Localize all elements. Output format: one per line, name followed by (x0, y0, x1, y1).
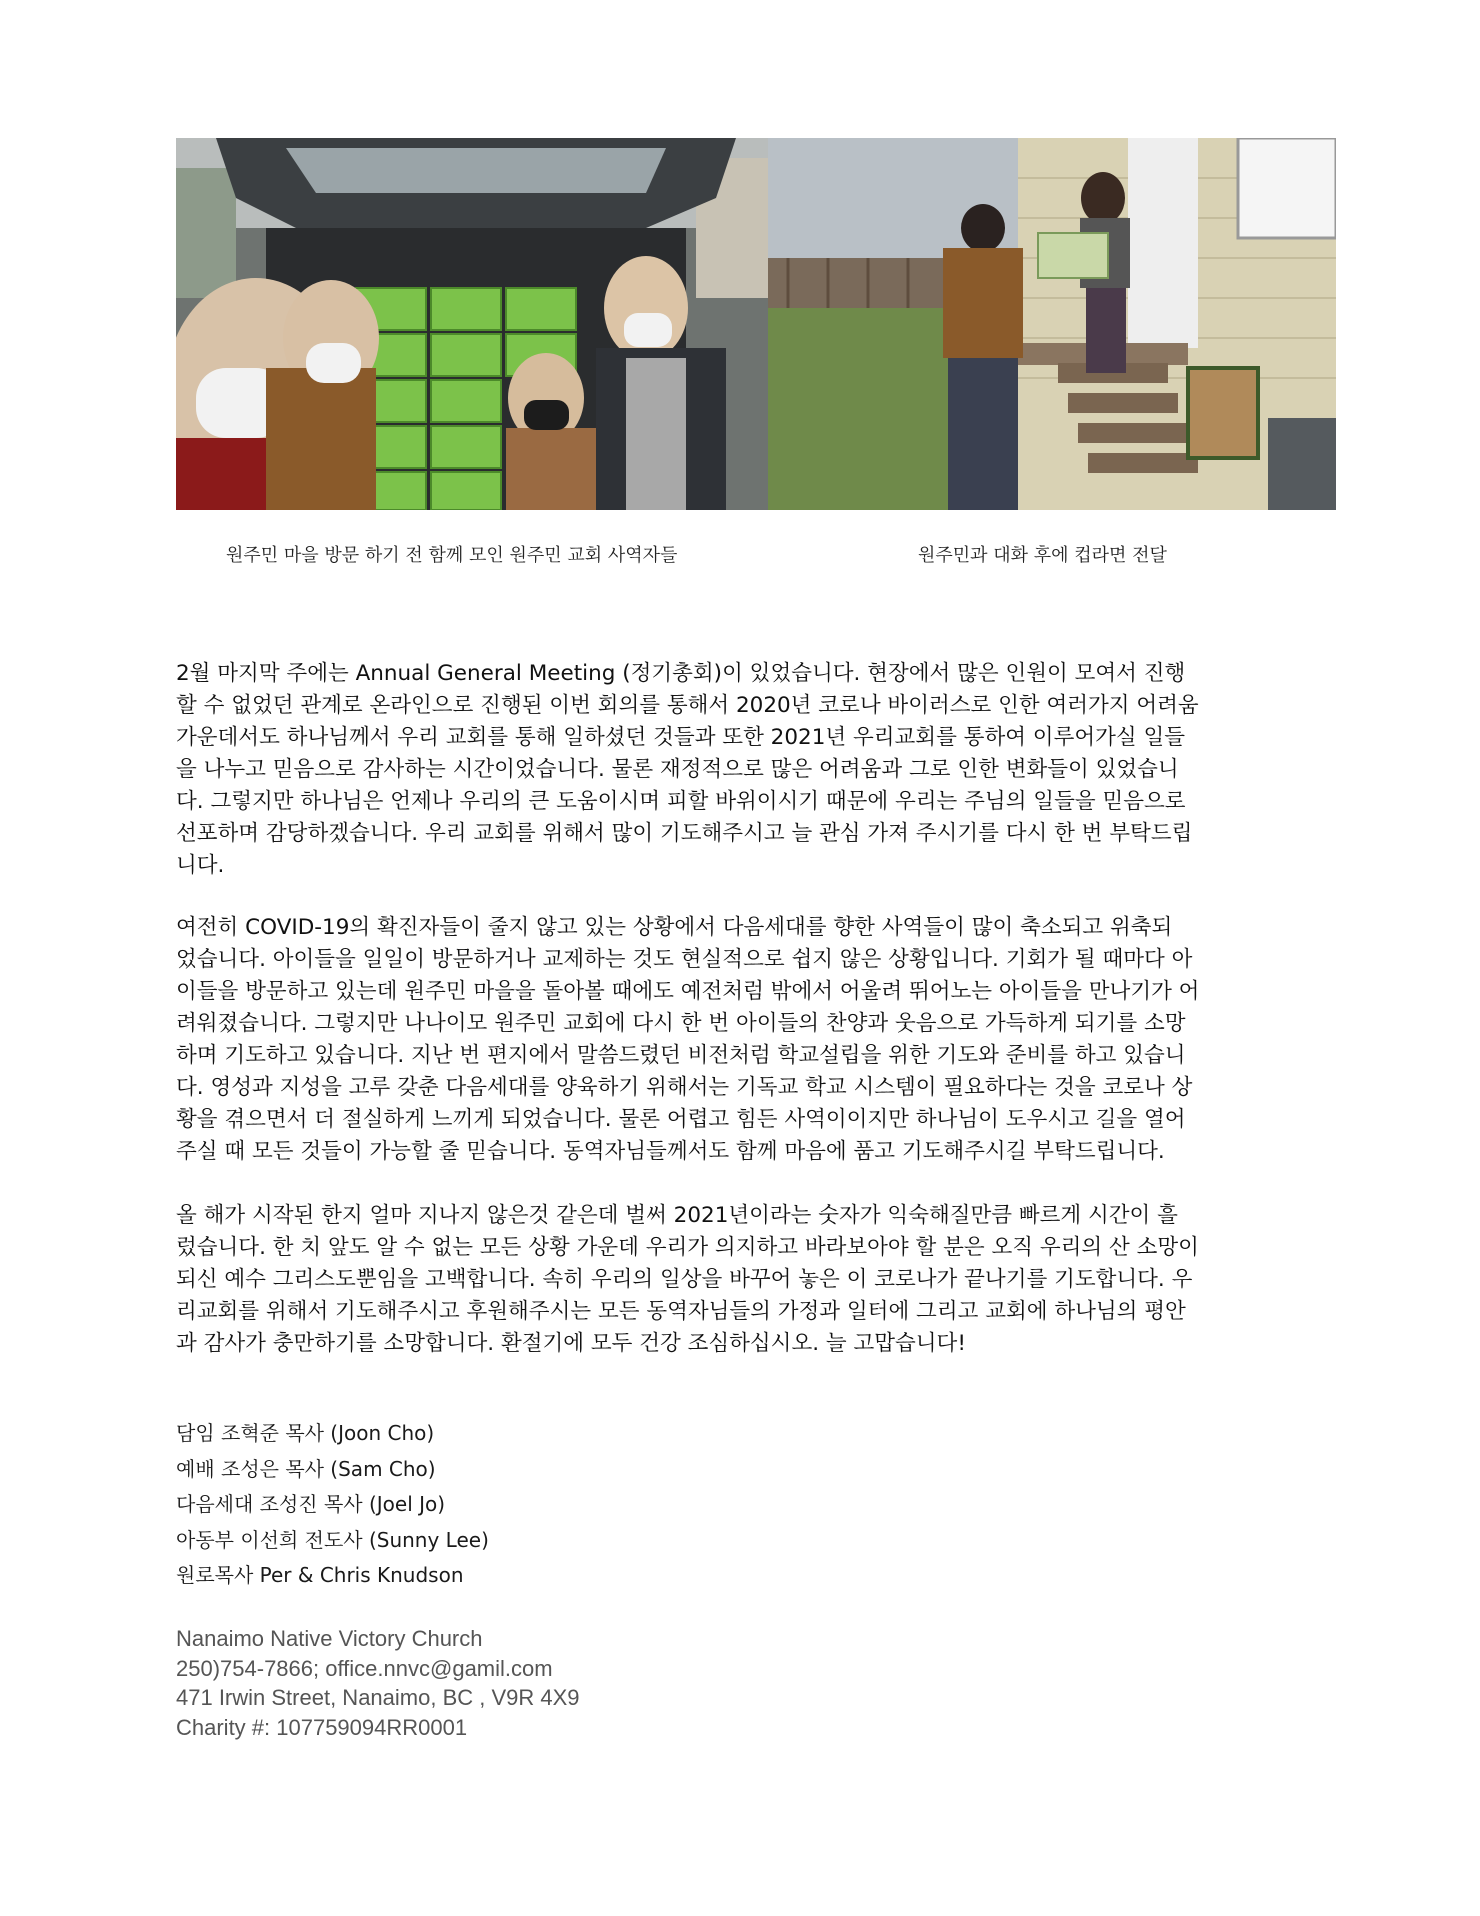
paragraph-line: 다. 영성과 지성을 고루 갖춘 다음세대를 양육하기 위해서는 기독교 학교 시스템이 필요하다는 것을 코로나 상 (176, 1075, 1193, 1100)
church-phone-email: 250)754-7866; office.nnvc@gamil.com (176, 1655, 553, 1681)
paragraph-line: 이들을 방문하고 있는데 원주민 마을을 돌아볼 때에도 예전처럼 밖에서 어울려 뛰어노는 아이들을 만나기가 어 (176, 979, 1200, 1004)
signature-senior-pastor: 담임 조혁준 목사 (Joon Cho) (176, 1421, 435, 1445)
paragraph-annual-meeting (176, 658, 1338, 882)
church-contact-block (176, 1624, 580, 1742)
church-name: Nanaimo Native Victory Church (176, 1626, 483, 1651)
paragraph-line: 과 감사가 충만하기를 소망합니다. 환절기에 모두 건강 조심하십시오. 늘 고맙습니다! (176, 1331, 966, 1356)
signature-list (176, 1416, 489, 1594)
paragraph-line: 되신 예수 그리스도뿐임을 고백합니다. 속히 우리의 일상을 바꾸어 놓은 이 코로나가 끝나기를 기도합니다. 우 (176, 1267, 1193, 1292)
photo-caption-left: 원주민 마을 방문 하기 전 함께 모인 원주민 교회 사역자들 (226, 545, 678, 566)
paragraph-line: 할 수 없었던 관계로 온라인으로 진행된 이번 회의를 통해서 2020년 코로나 바이러스로 인한 여러가지 어려움 (176, 693, 1199, 718)
paragraph-line: 하며 기도하고 있습니다. 지난 번 편지에서 말씀드렸던 비전처럼 학교설립을 위한 기도와 준비를 하고 있습니 (176, 1043, 1186, 1068)
paragraph-line: 2월 마지막 주에는 Annual General Meeting (정기총회)이 있었습니다. 현장에서 많은 인원이 모여서 진행 (176, 661, 1186, 686)
paragraph-line: 었습니다. 아이들을 일일이 방문하거나 교제하는 것도 현실적으로 쉽지 않은 상황입니다. 기회가 될 때마다 아 (176, 947, 1193, 972)
paragraph-line: 려워졌습니다. 그렇지만 나나이모 원주민 교회에 다시 한 번 아이들의 찬양과 웃음으로 가득하게 되기를 소망 (176, 1011, 1186, 1036)
paragraph-next-generation (176, 912, 1338, 1168)
church-address: 471 Irwin Street, Nanaimo, BC , V9R 4X9 (176, 1685, 580, 1710)
signature-next-generation-pastor: 다음세대 조성진 목사 (Joel Jo) (176, 1492, 446, 1516)
photo-ministry-workers (176, 138, 768, 510)
signature-emeritus-pastors: 원로목사 Per & Chris Knudson (176, 1563, 464, 1587)
photo-cup-noodle-delivery (768, 138, 1336, 510)
paragraph-line: 주실 때 모든 것들이 가능할 줄 믿습니다. 동역자님들께서도 함께 마음에 품고 기도해주시길 부탁드립니다. (176, 1139, 1165, 1164)
church-charity-number: Charity #: 107759094RR0001 (176, 1714, 468, 1740)
paragraph-line: 올 해가 시작된 한지 얼마 지나지 않은것 같은데 벌써 2021년이라는 숫자가 익숙해질만큼 빠르게 시간이 흘 (176, 1203, 1178, 1228)
photo-ministry-workers-image (176, 138, 768, 510)
paragraph-line: 니다. (176, 853, 225, 878)
paragraph-line: 리교회를 위해서 기도해주시고 후원해주시는 모든 동역자님들의 가정과 일터에 그리고 교회에 하나님의 평안 (176, 1299, 1186, 1324)
paragraph-line: 가운데서도 하나님께서 우리 교회를 통해 일하셨던 것들과 또한 2021년 우리교회를 통하여 이루어가실 일들 (176, 725, 1186, 750)
photo-cup-noodle-delivery-image (768, 138, 1336, 510)
paragraph-line: 여전히 COVID-19의 확진자들이 줄지 않고 있는 상황에서 다음세대를 향한 사역들이 많이 축소되고 위축되 (176, 915, 1173, 940)
paragraph-closing (176, 1200, 1338, 1360)
paragraph-line: 황을 겪으면서 더 절실하게 느끼게 되었습니다. 물론 어렵고 힘든 사역이이지만 하나님이 도우시고 길을 열어 (176, 1107, 1186, 1132)
paragraph-line: 다. 그렇지만 하나님은 언제나 우리의 큰 도움이시며 피할 바위이시기 때문에 우리는 주님의 일들을 믿음으로 (176, 789, 1186, 814)
signature-children-evangelist: 아동부 이선희 전도사 (Sunny Lee) (176, 1527, 489, 1552)
paragraph-line: 을 나누고 믿음으로 감사하는 시간이었습니다. 물론 재정적으로 많은 어려움과 그로 인한 변화들이 있었습니 (176, 757, 1179, 782)
photo-caption-right: 원주민과 대화 후에 컵라면 전달 (918, 545, 1167, 566)
paragraph-line: 선포하며 감당하겠습니다. 우리 교회를 위해서 많이 기도해주시고 늘 관심 가져 주시기를 다시 한 번 부탁드립 (176, 821, 1193, 846)
paragraph-line: 렀습니다. 한 치 앞도 알 수 없는 모든 상황 가운데 우리가 의지하고 바라보아야 할 분은 오직 우리의 산 소망이 (176, 1235, 1199, 1260)
signature-worship-pastor: 예배 조성은 목사 (Sam Cho) (176, 1456, 436, 1481)
